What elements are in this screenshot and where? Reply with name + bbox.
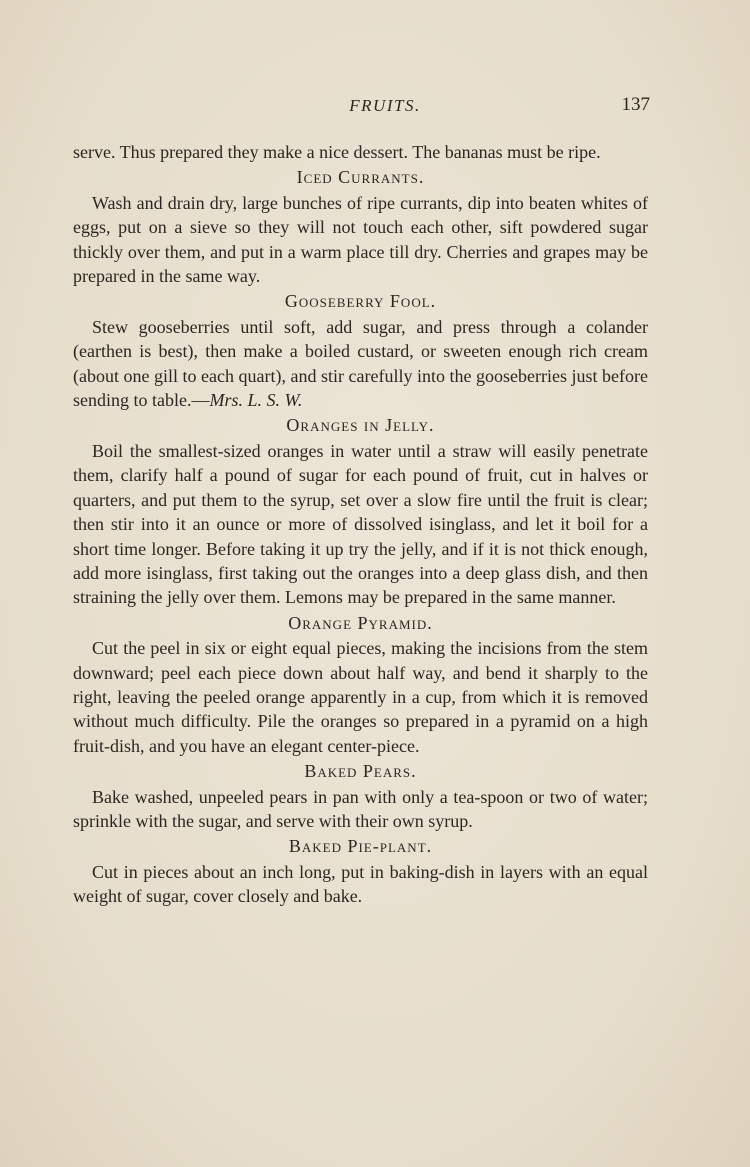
- recipe-text-baked-pie-plant: Cut in pieces about an inch long, put in baking-dish in layers with an equal weight of sugar, cover closely and bake.: [73, 861, 648, 907]
- recipe-heading-baked-pears: Baked Pears.: [304, 761, 417, 782]
- recipe-heading-oranges-in-jelly: Oranges in Jelly.: [286, 415, 435, 436]
- recipe-text-gooseberry-fool: [73, 315, 648, 413]
- recipe-text-iced-currants: Wash and drain dry, large bunches of ripe currants, dip into beaten whites of eggs, put on a sieve so they will not touch each other, sift powdered sugar thickly over them, and put in a warm place till dry. Cherries and grapes may be prepared in the same way.: [73, 192, 648, 287]
- recipe-heading-gooseberry-fool: Gooseberry Fool.: [284, 291, 437, 312]
- body-text: [73, 140, 648, 909]
- recipe-heading-orange-pyramid: Orange Pyramid.: [288, 612, 433, 633]
- running-head: [0, 96, 750, 126]
- recipe-text-gooseberry-fool-body: Stew gooseberries until soft, add sugar, and press through a colander (earthen is best), then make a boiled custard, or sweeten enough rich cream (about one gill to each quart), and stir carefully into the gooseberries just before sending to table.—: [73, 316, 648, 411]
- recipe-text-oranges-in-jelly: Boil the smallest-sized oranges in water until a straw will easily penetrate them, clarify half a pound of sugar for each pound of fruit, cut in halves or quarters, and put them to the syrup, set over a slow fire until the fruit is clear; then stir into it an ounce or more of dissolved isinglass, and let it boil for a short time longer. Before taking it up try the jelly, and if it is not thick enough, add more isinglass, first taking out the oranges into a deep glass dish, and then straining the jelly over them. Lemons may be prepared in the same manner.: [73, 440, 648, 608]
- recipe-heading-iced-currants: Iced Currants.: [296, 167, 425, 188]
- recipe-text-baked-pears: Bake washed, unpeeled pears in pan with only a tea-spoon or two of water; sprinkle with the sugar, and serve with their own syrup.: [73, 786, 648, 831]
- running-head-title: FRUITS.: [349, 96, 421, 115]
- continued-paragraph: serve. Thus prepared they make a nice dessert. The bananas must be ripe.: [73, 142, 601, 162]
- recipe-heading-baked-pie-plant: Baked Pie-plant.: [288, 836, 433, 857]
- recipe-text-orange-pyramid: Cut the peel in six or eight equal pieces, making the incisions from the stem downward; peel each piece down about half way, and bend it sharply to the right, leaving the peeled orange apparently in a cup, from which it is removed without much difficulty. Pile the oranges so prepared in a pyramid on a high fruit-dish, and you have an elegant center-piece.: [73, 638, 648, 756]
- page-number: 137: [621, 94, 650, 115]
- recipe-attribution: Mrs. L. S. W.: [209, 390, 303, 411]
